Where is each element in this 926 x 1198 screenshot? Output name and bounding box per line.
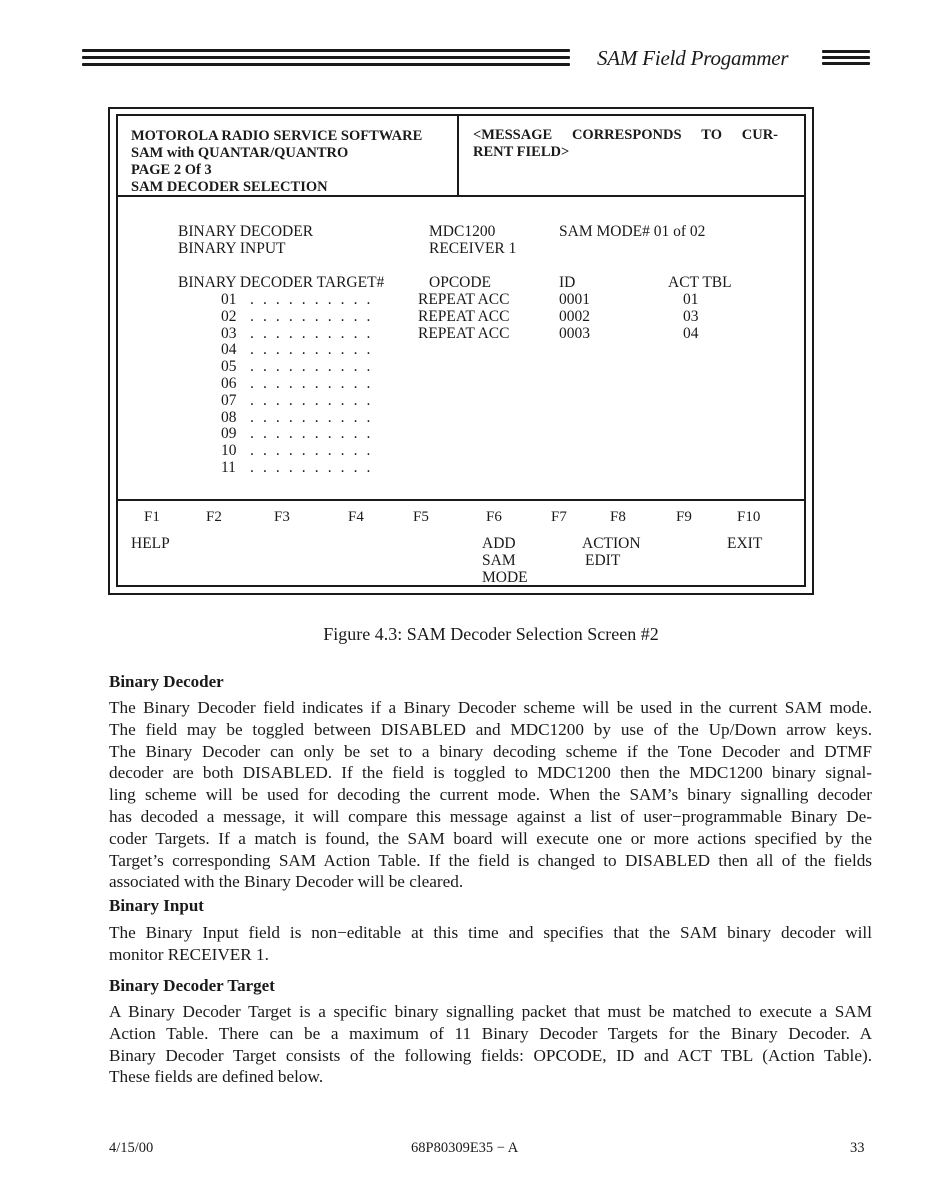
act-tbl-field[interactable]: 04	[683, 324, 699, 342]
target-number: 06	[221, 375, 237, 392]
screen-product: SAM with QUANTAR/QUANTRO	[131, 145, 349, 161]
target-column-header: BINARY DECODER TARGET#	[178, 274, 385, 291]
dot-leader: . . . . . . . . . .	[250, 408, 374, 426]
sam-mode-indicator: SAM MODE# 01 of 02	[559, 223, 706, 240]
target-number: 02	[221, 307, 237, 325]
paragraph-line: associated with the Binary Decoder will be cleared.	[109, 872, 464, 892]
message-word: CORRESPONDS	[571, 127, 682, 143]
target-number: 08	[221, 408, 237, 426]
target-number: 03	[221, 324, 237, 342]
paragraph-line: These fields are defined below.	[109, 1067, 324, 1087]
id-column-header: ID	[559, 274, 576, 291]
footer-date: 4/15/00	[109, 1140, 154, 1156]
target-number: 10	[221, 442, 237, 460]
paragraph-line: The Binary Input field is non−editable at this time and specifies that the SAM binary decoder will	[109, 923, 872, 942]
message-word: TO	[701, 127, 722, 143]
section-heading: Binary Decoder	[109, 672, 224, 691]
target-number: 04	[221, 341, 237, 359]
screen-message-area	[473, 127, 778, 161]
figure-caption: Figure 4.3: SAM Decoder Selection Screen #2	[323, 624, 659, 644]
running-header-title: SAM Field Progammer	[597, 46, 789, 70]
id-field[interactable]: 0002	[559, 307, 590, 325]
binary-decoder-label: BINARY DECODER	[178, 223, 314, 240]
function-key-label[interactable]: MODE	[482, 569, 528, 586]
dot-leader: . . . . . . . . . .	[250, 291, 374, 308]
message-line-2: RENT FIELD>	[473, 144, 570, 160]
act-tbl-column-header: ACT TBL	[668, 274, 732, 291]
dot-leader: . . . . . . . . . .	[250, 391, 374, 409]
paragraph-line: A Binary Decoder Target is a specific binary signalling packet that must be matched to execute a SAM	[109, 1002, 872, 1021]
target-number: 07	[221, 391, 237, 409]
dot-leader: . . . . . . . . . .	[250, 425, 374, 443]
section-heading: Binary Input	[109, 896, 204, 915]
message-word: CUR-	[741, 127, 778, 143]
section-heading: Binary Decoder Target	[109, 976, 275, 995]
function-key-label[interactable]: SAM	[482, 552, 516, 569]
paragraph-line: Action Table. There can be a maximum of 11 Binary Decoder Targets for the Binary Decoder. A	[109, 1023, 872, 1043]
target-number: 05	[221, 358, 237, 376]
paragraph-line: Target’s corresponding SAM Action Table. If the field is changed to DISABLED then all of the fields	[109, 850, 872, 870]
paragraph-line: ling scheme will be used for decoding the current mode. When the SAM’s binary signalling decoder	[109, 785, 872, 805]
function-key-f2[interactable]: F2	[206, 509, 222, 525]
paragraph-line: coder Targets. If a match is found, the SAM board will execute one or more actions specified by the	[109, 828, 872, 848]
binary-input-value: RECEIVER 1	[429, 240, 517, 257]
dot-leader: . . . . . . . . . .	[250, 341, 374, 359]
paragraph-line: Binary Decoder Target consists of the following fields: OPCODE, ID and ACT TBL (Action Table).	[109, 1045, 872, 1065]
act-tbl-field[interactable]: 03	[683, 307, 699, 325]
header-rules-right	[822, 50, 870, 70]
paragraph-line: The Binary Decoder can only be set to a binary decoding scheme if the Tone Decoder and DTMF	[109, 741, 872, 761]
opcode-column-header: OPCODE	[429, 274, 492, 291]
dot-leader: . . . . . . . . . .	[250, 307, 374, 325]
id-field[interactable]: 0003	[559, 324, 590, 342]
paragraph-line: has decoded a message, it will compare this message against a list of user−programmable Binary De-	[109, 806, 872, 826]
function-key-f7[interactable]: F7	[551, 509, 567, 525]
section-paragraph	[109, 922, 872, 966]
section-paragraph	[109, 697, 872, 893]
dot-leader: . . . . . . . . . .	[250, 459, 374, 476]
footer-doc-number: 68P80309E35 − A	[411, 1140, 519, 1156]
function-key-f5[interactable]: F5	[413, 509, 429, 525]
header-rules-left	[82, 49, 570, 69]
screen-divider-bottom	[116, 499, 806, 501]
function-key-label[interactable]: EDIT	[585, 552, 621, 569]
screen-name: SAM DECODER SELECTION	[131, 179, 328, 195]
opcode-field[interactable]: REPEAT ACC	[418, 291, 510, 308]
binary-input-label: BINARY INPUT	[178, 240, 286, 257]
dot-leader: . . . . . . . . . .	[250, 442, 374, 460]
paragraph-line: The field may be toggled between DISABLED and MDC1200 by use of the Up/Down arrow keys.	[109, 719, 872, 739]
function-key-f4[interactable]: F4	[348, 509, 364, 525]
message-word: <MESSAGE	[473, 127, 553, 143]
screen-app-title: MOTOROLA RADIO SERVICE SOFTWARE	[131, 128, 423, 144]
paragraph-line: monitor RECEIVER 1.	[109, 944, 269, 964]
function-key-f6[interactable]: F6	[486, 509, 502, 525]
function-key-label[interactable]: HELP	[131, 535, 170, 552]
dot-leader: . . . . . . . . . .	[250, 375, 374, 392]
opcode-field[interactable]: REPEAT ACC	[418, 307, 510, 325]
function-key-label[interactable]: EXIT	[727, 535, 763, 552]
screen-page-indicator: PAGE 2 Of 3	[131, 162, 212, 178]
function-key-f10[interactable]: F10	[737, 509, 761, 525]
act-tbl-field[interactable]: 01	[683, 291, 699, 308]
dot-leader: . . . . . . . . . .	[250, 324, 374, 342]
opcode-field[interactable]: REPEAT ACC	[418, 324, 510, 342]
function-key-label[interactable]: ADD	[482, 535, 516, 552]
function-key-f3[interactable]: F3	[274, 509, 290, 525]
target-number: 09	[221, 425, 237, 443]
target-number: 11	[221, 459, 236, 476]
function-key-label[interactable]: ACTION	[582, 535, 641, 552]
function-key-f9[interactable]: F9	[676, 509, 692, 525]
binary-decoder-value[interactable]: MDC1200	[429, 223, 496, 240]
function-key-f8[interactable]: F8	[610, 509, 626, 525]
paragraph-line: decoder are both DISABLED. If the field is toggled to MDC1200 then the MDC1200 binary signal-	[109, 763, 872, 783]
function-key-f1[interactable]: F1	[144, 509, 160, 525]
screen-divider-vertical	[457, 114, 459, 196]
paragraph-line: The Binary Decoder field indicates if a Binary Decoder scheme will be used in the current SAM mode.	[109, 698, 872, 717]
section-paragraph	[109, 1001, 872, 1088]
target-number: 01	[221, 291, 237, 308]
id-field[interactable]: 0001	[559, 291, 590, 308]
dot-leader: . . . . . . . . . .	[250, 358, 374, 376]
footer-page-number: 33	[850, 1140, 865, 1156]
